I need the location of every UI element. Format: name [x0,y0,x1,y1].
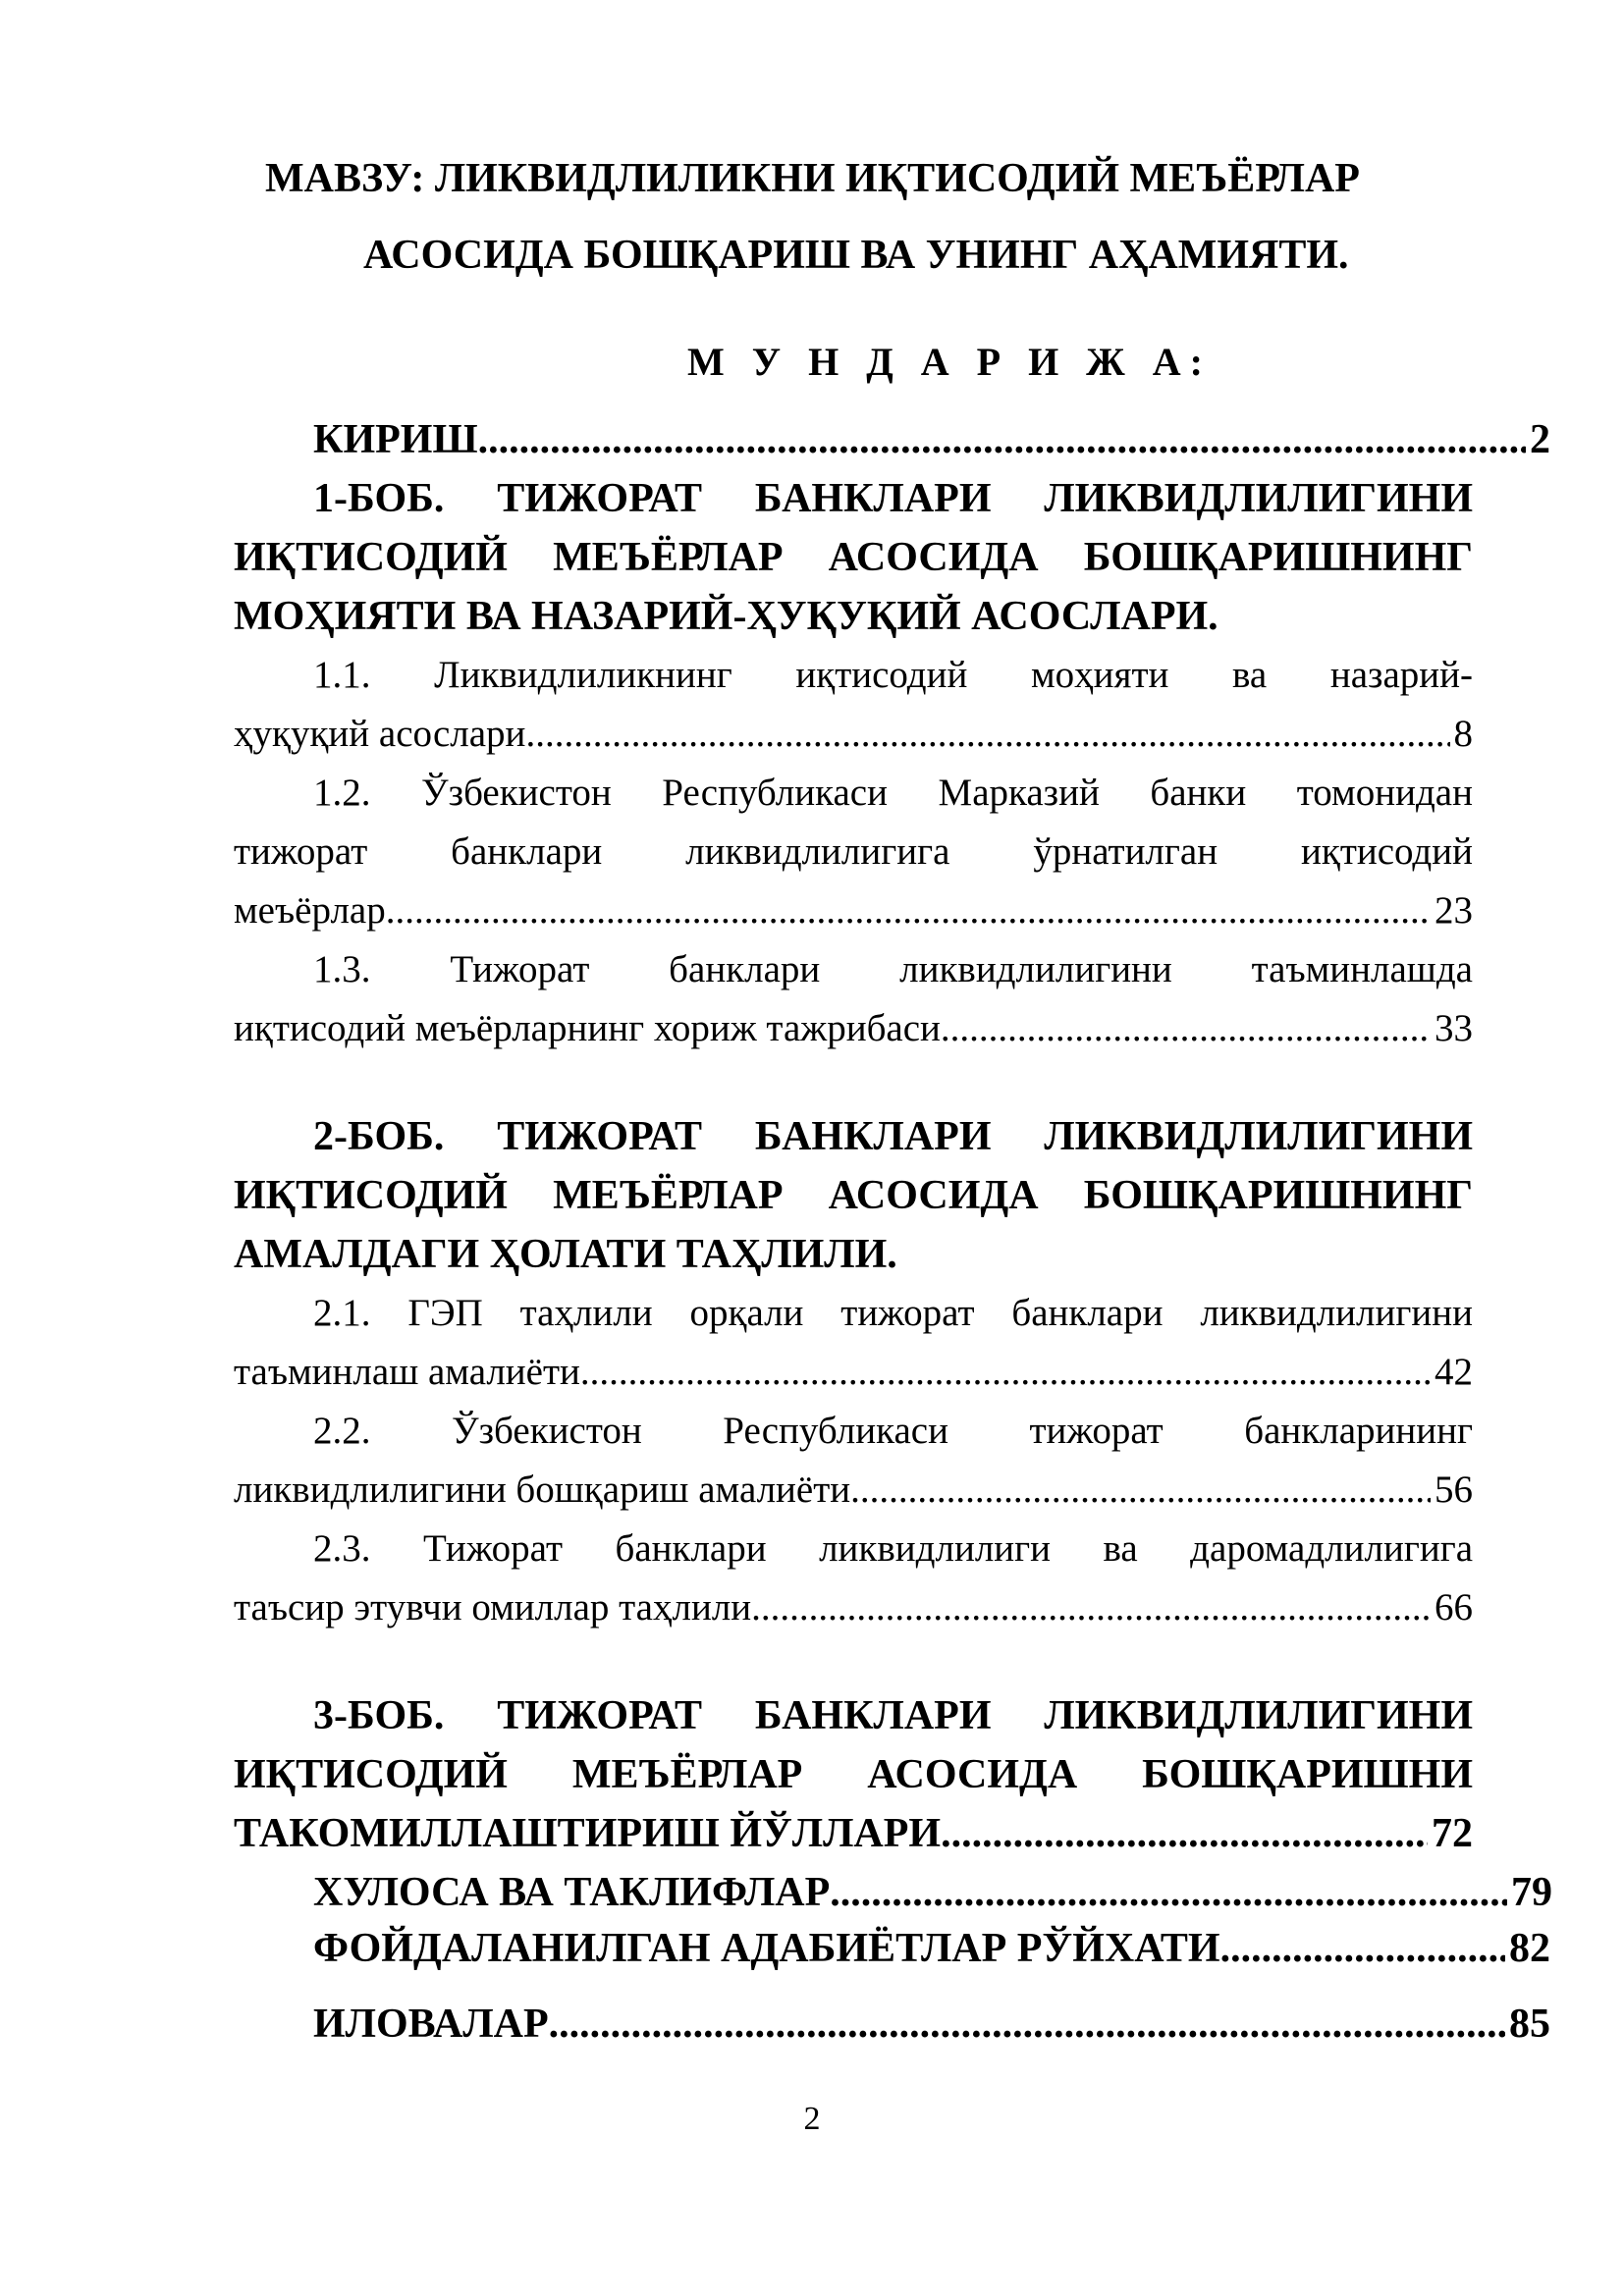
title-line-1: МАВЗУ: ЛИКВИДЛИЛИКНИ ИҚТИСОДИЙ МЕЪЁРЛАР [265,156,1360,201]
section-1-3-line-2[interactable] [234,999,1473,1058]
page-number: 2 [803,2101,821,2137]
toc-entry-intro[interactable] [313,410,1550,469]
toc-page-number: 72 [1432,1811,1473,1856]
toc-page-number: 82 [1509,1926,1550,1971]
dot-leader [525,705,1449,764]
dot-leader [830,1863,1507,1922]
dot-leader [386,881,1431,940]
dot-leader [580,1343,1431,1402]
section-2-3-line-1[interactable]: 2.3. Тижорат банклари ликвидлилиги ва даромадлилигига [313,1527,1473,1570]
section-2-1-line-2[interactable] [234,1343,1473,1402]
section-1-2-line-1[interactable]: 1.2. Ўзбекистон Республикаси Марказий банки томонидан [313,772,1473,814]
toc-entry-label: ТАКОМИЛЛАШТИРИШ ЙЎЛЛАРИ [234,1811,942,1856]
dot-leader [549,1995,1505,2054]
toc-entry-references[interactable] [313,1919,1550,1978]
toc-entry-label: иқтисодий меъёрларнинг хориж тажрибаси [234,1007,941,1049]
dot-leader [478,410,1526,469]
section-1-2-line-3[interactable] [234,881,1473,940]
toc-entry-label: ИЛОВАЛАР [313,2002,549,2047]
chapter-2-title-line-1[interactable]: 2-БОБ. ТИЖОРАТ БАНКЛАРИ ЛИКВИДЛИЛИГИНИ [313,1114,1473,1159]
section-2-3-line-2[interactable] [234,1578,1473,1637]
toc-page-number: 23 [1435,889,1473,932]
toc-page-number: 56 [1435,1468,1473,1511]
toc-page-number: 79 [1511,1870,1552,1915]
toc-page-number: 8 [1453,713,1473,755]
chapter-1-title-line-3[interactable]: МОҲИЯТИ ВА НАЗАРИЙ-ҲУҚУҚИЙ АСОСЛАРИ. [234,594,1218,639]
dot-leader [751,1578,1431,1637]
chapter-2-title-line-2[interactable]: ИҚТИСОДИЙ МЕЪЁРЛАР АСОСИДА БОШҚАРИШНИНГ [234,1173,1473,1218]
chapter-3-title-line-3[interactable] [234,1804,1473,1863]
dot-leader [1220,1919,1505,1978]
toc-heading: М У Н Д А Р И Ж А: [687,340,1212,384]
toc-page-number: 66 [1435,1586,1473,1629]
toc-page-number: 42 [1435,1351,1473,1393]
toc-entry-label: таъсир этувчи омиллар таҳлили [234,1586,752,1629]
chapter-3-title-line-1[interactable]: 3-БОБ. ТИЖОРАТ БАНКЛАРИ ЛИКВИДЛИЛИГИНИ [313,1693,1473,1738]
section-1-3-line-1[interactable]: 1.3. Тижорат банклари ликвидлилигини таъминлашда [313,948,1473,990]
toc-entry-label: ХУЛОСА ВА ТАКЛИФЛАР [313,1870,831,1915]
section-1-1-line-2[interactable] [234,705,1473,764]
title-line-2: АСОСИДА БОШҚАРИШ ВА УНИНГ АҲАМИЯТИ. [363,233,1349,278]
toc-entry-label: ФОЙДАЛАНИЛГАН АДАБИЁТЛАР РЎЙХАТИ [313,1926,1220,1971]
section-2-1-line-1[interactable]: 2.1. ГЭП таҳлили орқали тижорат банклари ликвидлилигини [313,1292,1473,1334]
toc-entry-label: таъминлаш амалиёти [234,1351,580,1393]
section-1-1-line-1[interactable]: 1.1. Ликвидлиликнинг иқтисодий моҳияти ва назарий- [313,654,1473,696]
toc-page-number: 2 [1530,417,1550,462]
dot-leader [941,1804,1428,1863]
toc-entry-appendix[interactable] [313,1995,1550,2054]
chapter-1-title-line-2[interactable]: ИҚТИСОДИЙ МЕЪЁРЛАР АСОСИДА БОШҚАРИШНИНГ [234,535,1473,580]
section-2-2-line-2[interactable] [234,1461,1473,1520]
toc-entry-label: ҳуқуқий асослари [234,713,526,755]
toc-entry-label: ликвидлилигини бошқариш амалиёти [234,1468,851,1511]
toc-page-number: 33 [1435,1007,1473,1049]
chapter-3-title-line-2[interactable]: ИҚТИСОДИЙ МЕЪЁРЛАР АСОСИДА БОШҚАРИШНИ [234,1752,1473,1797]
dot-leader [850,1461,1431,1520]
toc-entry-label: КИРИШ [313,417,478,462]
toc-page-number: 85 [1509,2002,1550,2047]
chapter-2-title-line-3[interactable]: АМАЛДАГИ ҲОЛАТИ ТАҲЛИЛИ. [234,1232,897,1277]
section-1-2-line-2[interactable]: тижорат банклари ликвидлилигига ўрнатилган иқтисодий [234,830,1473,873]
toc-entry-label: меъёрлар [234,889,386,932]
chapter-1-title-line-1[interactable]: 1-БОБ. ТИЖОРАТ БАНКЛАРИ ЛИКВИДЛИЛИГИНИ [313,476,1473,521]
section-2-2-line-1[interactable]: 2.2. Ўзбекистон Республикаси тижорат банкларининг [313,1410,1473,1452]
toc-entry-conclusion[interactable] [313,1863,1552,1922]
dot-leader [941,999,1431,1058]
